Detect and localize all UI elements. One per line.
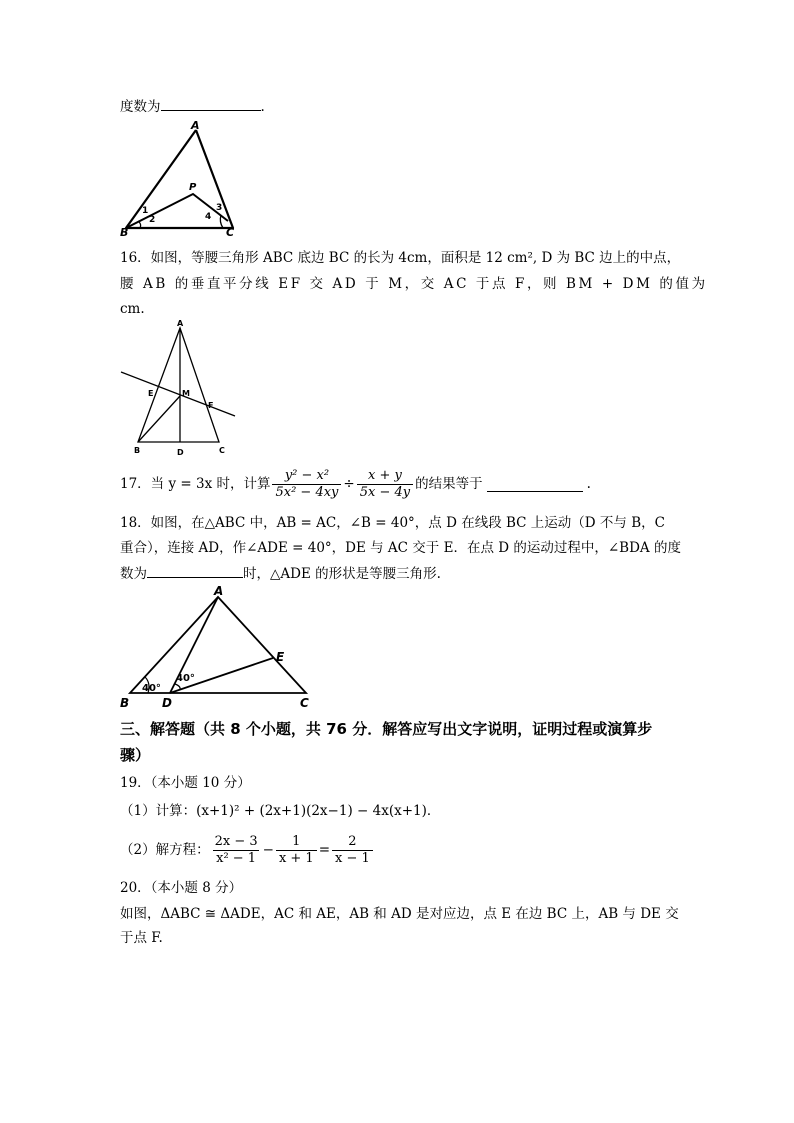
q17-f2-denominator: 5x − 4y	[357, 484, 413, 501]
q15-tail	[120, 96, 265, 117]
fig15-angle-label-4: 4	[205, 212, 212, 222]
fig16-segment-bm	[138, 396, 180, 442]
q17-operator: ÷	[343, 476, 355, 492]
section3-heading-line2: 骤）	[120, 746, 151, 764]
q19-f1-denominator: x² − 1	[213, 850, 259, 867]
q17-f2-numerator: x + y	[367, 467, 402, 483]
fig15-label-c: C	[226, 226, 235, 239]
section3-heading-line1: 三、解答题（共 8 个小题，共 76 分．解答应写出文字说明，证明过程或演算步	[120, 720, 653, 738]
q19-equals: =	[318, 842, 331, 858]
q17-fraction-2	[357, 468, 413, 501]
q18-answer-blank	[147, 563, 243, 578]
q17-suffix: 的结果等于	[415, 476, 483, 492]
fig18-angle-label-b: 40°	[142, 683, 161, 694]
q20-line2: 于点 F.	[120, 930, 163, 946]
q19-minus: −	[262, 842, 274, 858]
q15-text: 度数为	[120, 99, 161, 115]
q19-fraction-2	[276, 834, 317, 867]
q17-line	[120, 466, 591, 502]
fig15-angle-label-2: 2	[149, 215, 156, 225]
q18-line3-start: 数为	[120, 566, 147, 582]
fig16-perp-bisector-ef	[121, 372, 235, 416]
fig18-label-e: E	[276, 650, 285, 664]
fig15-label-p: P	[189, 182, 197, 193]
q15-answer-blank	[161, 96, 261, 111]
q16-line1: 16．如图，等腰三角形 ABC 底边 BC 的长为 4cm，面积是 12 cm², D 为 BC 边上的中点，	[120, 250, 681, 266]
q19-part2	[120, 832, 375, 868]
q19-title: 19．（本小题 10 分）	[120, 775, 251, 791]
q18-line2: 重合），连接 AD，作∠ADE = 40°，DE 与 AC 交于 E．在点 D 的运动过程中，∠BDA 的度	[120, 540, 681, 556]
q19-part2-prefix: （2）解方程：	[120, 842, 210, 858]
q17-prefix: 17．当 y = 3x 时，计算	[120, 476, 271, 492]
fig18-label-c: C	[300, 696, 309, 710]
fig16-label-b: B	[134, 446, 141, 455]
fig18-label-b: B	[120, 696, 130, 710]
fig16-triangle-diagram	[118, 316, 243, 458]
fig16-label-f: F	[208, 401, 214, 410]
q17-f1-numerator: y² − x²	[284, 467, 330, 483]
q19-fraction-1	[212, 834, 261, 867]
q17-end: .	[586, 476, 591, 492]
q19-part1: （1）计算：(x+1)² + (2x+1)(2x−1) − 4x(x+1)．	[120, 803, 441, 819]
fig16-label-m: M	[182, 389, 190, 398]
q15-end: .	[260, 99, 265, 115]
q19-f3-denominator: x − 1	[332, 850, 373, 867]
q20-line1: 如图，ΔABC ≅ ΔADE，AC 和 AE，AB 和 AD 是对应边，点 E 在边 BC 上，AB 与 DE 交	[120, 906, 679, 922]
fig18-triangle	[130, 597, 306, 693]
fig18-label-a: A	[214, 584, 224, 598]
fig15-triangle-diagram	[118, 118, 248, 239]
fig15-angle-label-3: 3	[216, 203, 223, 213]
q19-f2-numerator: 1	[292, 833, 301, 849]
fig15-label-a: A	[191, 119, 200, 132]
fig16-label-a: A	[177, 319, 184, 328]
fig18-triangle-diagram	[118, 585, 318, 710]
q16-line2: 腰 AB 的垂直平分线 EF 交 AD 于 M，交 AC 于点 F，则 BM + DM 的值为	[120, 276, 708, 292]
q17-answer-blank	[487, 477, 583, 492]
fig18-angle-label-d: 40°	[176, 673, 195, 684]
fig16-triangle	[138, 328, 219, 442]
fig16-label-d: D	[177, 448, 184, 457]
q19-fraction-3	[332, 834, 373, 867]
q18-line3	[120, 563, 441, 584]
q17-fraction-1	[272, 468, 341, 501]
q19-f2-denominator: x + 1	[276, 850, 317, 867]
fig16-label-c: C	[219, 446, 225, 455]
fig18-label-d: D	[162, 696, 172, 710]
fig16-label-e: E	[148, 389, 154, 398]
fig15-label-b: B	[120, 226, 129, 239]
q16-line3: cm.	[120, 301, 145, 317]
q19-f3-numerator: 2	[348, 833, 357, 849]
fig15-angle-label-1: 1	[142, 206, 149, 216]
q18-line3-end: 时，△ADE 的形状是等腰三角形.	[243, 566, 441, 582]
q17-f1-denominator: 5x² − 4xy	[272, 484, 341, 501]
q20-title: 20．（本小题 8 分）	[120, 880, 243, 896]
q19-f1-numerator: 2x − 3	[214, 833, 258, 849]
q18-line1: 18．如图，在△ABC 中，AB = AC，∠B = 40°，点 D 在线段 BC 上运动（D 不与 B，C	[120, 515, 665, 531]
